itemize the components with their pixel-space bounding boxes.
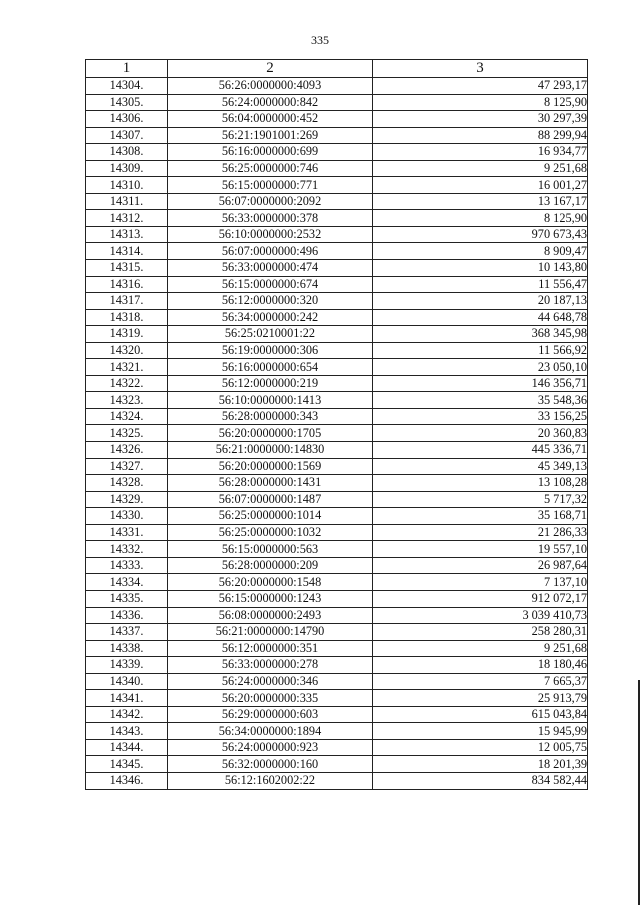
cadastral-number-cell: 56:04:0000000:452 [168, 111, 373, 128]
cadastral-value-cell: 970 673,43 [373, 226, 588, 243]
row-number-cell: 14334. [86, 574, 168, 591]
table-row [86, 293, 588, 310]
cadastral-value-cell: 3 039 410,73 [373, 607, 588, 624]
row-number-cell: 14326. [86, 442, 168, 459]
cadastral-value-cell: 146 356,71 [373, 375, 588, 392]
cadastral-number-cell: 56:26:0000000:4093 [168, 78, 373, 95]
row-number-cell: 14312. [86, 210, 168, 227]
table-row [86, 690, 588, 707]
cadastral-number-cell: 56:34:0000000:1894 [168, 723, 373, 740]
cadastral-number-cell: 56:10:0000000:2532 [168, 226, 373, 243]
cadastral-number-cell: 56:33:0000000:278 [168, 657, 373, 674]
row-number-cell: 14318. [86, 309, 168, 326]
row-number-cell: 14322. [86, 375, 168, 392]
table-row [86, 475, 588, 492]
cadastral-number-cell: 56:25:0000000:746 [168, 160, 373, 177]
cadastral-value-cell: 9 251,68 [373, 640, 588, 657]
table-row [86, 160, 588, 177]
cadastral-number-cell: 56:21:1901001:269 [168, 127, 373, 144]
cadastral-value-cell: 15 945,99 [373, 723, 588, 740]
row-number-cell: 14313. [86, 226, 168, 243]
table-body [86, 78, 588, 790]
cadastral-value-cell: 35 548,36 [373, 392, 588, 409]
row-number-cell: 14308. [86, 144, 168, 161]
cadastral-number-cell: 56:19:0000000:306 [168, 342, 373, 359]
row-number-cell: 14330. [86, 508, 168, 525]
table-header-row [86, 60, 588, 78]
table-row [86, 657, 588, 674]
cadastral-number-cell: 56:10:0000000:1413 [168, 392, 373, 409]
row-number-cell: 14338. [86, 640, 168, 657]
cadastral-number-cell: 56:12:0000000:219 [168, 375, 373, 392]
cadastral-number-cell: 56:34:0000000:242 [168, 309, 373, 326]
table-row [86, 723, 588, 740]
table-row [86, 326, 588, 343]
row-number-cell: 14319. [86, 326, 168, 343]
table-row [86, 243, 588, 260]
cadastral-number-cell: 56:32:0000000:160 [168, 756, 373, 773]
row-number-cell: 14304. [86, 78, 168, 95]
cadastral-value-cell: 11 556,47 [373, 276, 588, 293]
cadastral-value-cell: 5 717,32 [373, 491, 588, 508]
table-row [86, 458, 588, 475]
cadastral-number-cell: 56:15:0000000:1243 [168, 590, 373, 607]
row-number-cell: 14327. [86, 458, 168, 475]
row-number-cell: 14339. [86, 657, 168, 674]
cadastral-value-cell: 9 251,68 [373, 160, 588, 177]
row-number-cell: 14324. [86, 408, 168, 425]
row-number-cell: 14337. [86, 624, 168, 641]
cadastral-number-cell: 56:25:0000000:1032 [168, 524, 373, 541]
table-row [86, 673, 588, 690]
table-row [86, 574, 588, 591]
cadastral-value-cell: 16 001,27 [373, 177, 588, 194]
cadastral-number-cell: 56:21:0000000:14830 [168, 442, 373, 459]
cadastral-value-cell: 88 299,94 [373, 127, 588, 144]
row-number-cell: 14310. [86, 177, 168, 194]
cadastral-number-cell: 56:12:0000000:320 [168, 293, 373, 310]
cadastral-number-cell: 56:07:0000000:1487 [168, 491, 373, 508]
cadastral-number-cell: 56:28:0000000:209 [168, 557, 373, 574]
table-row [86, 508, 588, 525]
row-number-cell: 14341. [86, 690, 168, 707]
cadastral-number-cell: 56:16:0000000:699 [168, 144, 373, 161]
row-number-cell: 14314. [86, 243, 168, 260]
row-number-cell: 14332. [86, 541, 168, 558]
row-number-cell: 14335. [86, 590, 168, 607]
table-row [86, 177, 588, 194]
table-row [86, 706, 588, 723]
cadastral-value-cell: 26 987,64 [373, 557, 588, 574]
cadastral-value-cell: 11 566,92 [373, 342, 588, 359]
row-number-cell: 14331. [86, 524, 168, 541]
row-number-cell: 14307. [86, 127, 168, 144]
cadastral-value-cell: 18 180,46 [373, 657, 588, 674]
table-row [86, 739, 588, 756]
cadastral-value-cell: 834 582,44 [373, 772, 588, 789]
table-row [86, 491, 588, 508]
column-header-cadastral-number: 2 [168, 60, 373, 78]
cadastral-number-cell: 56:15:0000000:674 [168, 276, 373, 293]
cadastral-number-cell: 56:20:0000000:1705 [168, 425, 373, 442]
cadastral-value-cell: 10 143,80 [373, 260, 588, 277]
row-number-cell: 14321. [86, 359, 168, 376]
row-number-cell: 14311. [86, 193, 168, 210]
cadastral-value-cell: 7 665,37 [373, 673, 588, 690]
cadastral-value-cell: 8 125,90 [373, 210, 588, 227]
cadastral-number-cell: 56:25:0210001:22 [168, 326, 373, 343]
row-number-cell: 14345. [86, 756, 168, 773]
cadastral-number-cell: 56:15:0000000:771 [168, 177, 373, 194]
row-number-cell: 14344. [86, 739, 168, 756]
row-number-cell: 14329. [86, 491, 168, 508]
row-number-cell: 14343. [86, 723, 168, 740]
cadastral-value-cell: 13 108,28 [373, 475, 588, 492]
cadastral-value-cell: 13 167,17 [373, 193, 588, 210]
table-row [86, 226, 588, 243]
cadastral-value-cell: 912 072,17 [373, 590, 588, 607]
cadastral-value-cell: 12 005,75 [373, 739, 588, 756]
column-header-value: 3 [373, 60, 588, 78]
row-number-cell: 14342. [86, 706, 168, 723]
table-row [86, 624, 588, 641]
cadastral-value-cell: 258 280,31 [373, 624, 588, 641]
table-row [86, 557, 588, 574]
cadastral-value-cell: 45 349,13 [373, 458, 588, 475]
table-row [86, 640, 588, 657]
cadastral-value-cell: 7 137,10 [373, 574, 588, 591]
cadastral-number-cell: 56:20:0000000:335 [168, 690, 373, 707]
cadastral-value-cell: 20 187,13 [373, 293, 588, 310]
cadastral-number-cell: 56:08:0000000:2493 [168, 607, 373, 624]
cadastral-value-cell: 35 168,71 [373, 508, 588, 525]
cadastral-value-cell: 16 934,77 [373, 144, 588, 161]
cadastral-number-cell: 56:15:0000000:563 [168, 541, 373, 558]
cadastral-value-table [85, 59, 588, 790]
row-number-cell: 14346. [86, 772, 168, 789]
table-row [86, 524, 588, 541]
row-number-cell: 14328. [86, 475, 168, 492]
cadastral-number-cell: 56:07:0000000:496 [168, 243, 373, 260]
cadastral-number-cell: 56:33:0000000:378 [168, 210, 373, 227]
table-row [86, 408, 588, 425]
table-row [86, 756, 588, 773]
row-number-cell: 14325. [86, 425, 168, 442]
page-number: 335 [311, 33, 329, 47]
row-number-cell: 14309. [86, 160, 168, 177]
cadastral-value-cell: 23 050,10 [373, 359, 588, 376]
cadastral-number-cell: 56:07:0000000:2092 [168, 193, 373, 210]
table-row [86, 276, 588, 293]
table-row [86, 342, 588, 359]
row-number-cell: 14305. [86, 94, 168, 111]
table-row [86, 210, 588, 227]
table-row [86, 607, 588, 624]
table-row [86, 590, 588, 607]
cadastral-value-cell: 8 125,90 [373, 94, 588, 111]
table-row [86, 111, 588, 128]
cadastral-number-cell: 56:16:0000000:654 [168, 359, 373, 376]
table-row [86, 127, 588, 144]
table-row [86, 425, 588, 442]
cadastral-value-cell: 25 913,79 [373, 690, 588, 707]
cadastral-number-cell: 56:12:0000000:351 [168, 640, 373, 657]
row-number-cell: 14316. [86, 276, 168, 293]
cadastral-number-cell: 56:12:1602002:22 [168, 772, 373, 789]
table-row [86, 260, 588, 277]
cadastral-number-cell: 56:24:0000000:842 [168, 94, 373, 111]
table-row [86, 442, 588, 459]
cadastral-value-cell: 19 557,10 [373, 541, 588, 558]
cadastral-value-cell: 18 201,39 [373, 756, 588, 773]
cadastral-value-cell: 445 336,71 [373, 442, 588, 459]
cadastral-number-cell: 56:28:0000000:1431 [168, 475, 373, 492]
row-number-cell: 14323. [86, 392, 168, 409]
cadastral-number-cell: 56:20:0000000:1569 [168, 458, 373, 475]
cadastral-number-cell: 56:21:0000000:14790 [168, 624, 373, 641]
row-number-cell: 14317. [86, 293, 168, 310]
row-number-cell: 14306. [86, 111, 168, 128]
cadastral-value-cell: 47 293,17 [373, 78, 588, 95]
cadastral-value-cell: 30 297,39 [373, 111, 588, 128]
cadastral-number-cell: 56:29:0000000:603 [168, 706, 373, 723]
cadastral-value-cell: 44 648,78 [373, 309, 588, 326]
cadastral-value-cell: 368 345,98 [373, 326, 588, 343]
row-number-cell: 14336. [86, 607, 168, 624]
table-row [86, 541, 588, 558]
cadastral-number-cell: 56:24:0000000:923 [168, 739, 373, 756]
cadastral-value-cell: 20 360,83 [373, 425, 588, 442]
cadastral-value-cell: 8 909,47 [373, 243, 588, 260]
cadastral-number-cell: 56:28:0000000:343 [168, 408, 373, 425]
row-number-cell: 14315. [86, 260, 168, 277]
row-number-cell: 14340. [86, 673, 168, 690]
cadastral-number-cell: 56:33:0000000:474 [168, 260, 373, 277]
table-row [86, 392, 588, 409]
cadastral-value-cell: 615 043,84 [373, 706, 588, 723]
table-row [86, 144, 588, 161]
cadastral-number-cell: 56:25:0000000:1014 [168, 508, 373, 525]
table-row [86, 78, 588, 95]
table-row [86, 309, 588, 326]
table-row [86, 772, 588, 789]
table-row [86, 359, 588, 376]
cadastral-value-cell: 33 156,25 [373, 408, 588, 425]
row-number-cell: 14333. [86, 557, 168, 574]
row-number-cell: 14320. [86, 342, 168, 359]
cadastral-number-cell: 56:24:0000000:346 [168, 673, 373, 690]
table-row [86, 193, 588, 210]
table-row [86, 94, 588, 111]
column-header-number: 1 [86, 60, 168, 78]
cadastral-number-cell: 56:20:0000000:1548 [168, 574, 373, 591]
cadastral-value-cell: 21 286,33 [373, 524, 588, 541]
table-row [86, 375, 588, 392]
